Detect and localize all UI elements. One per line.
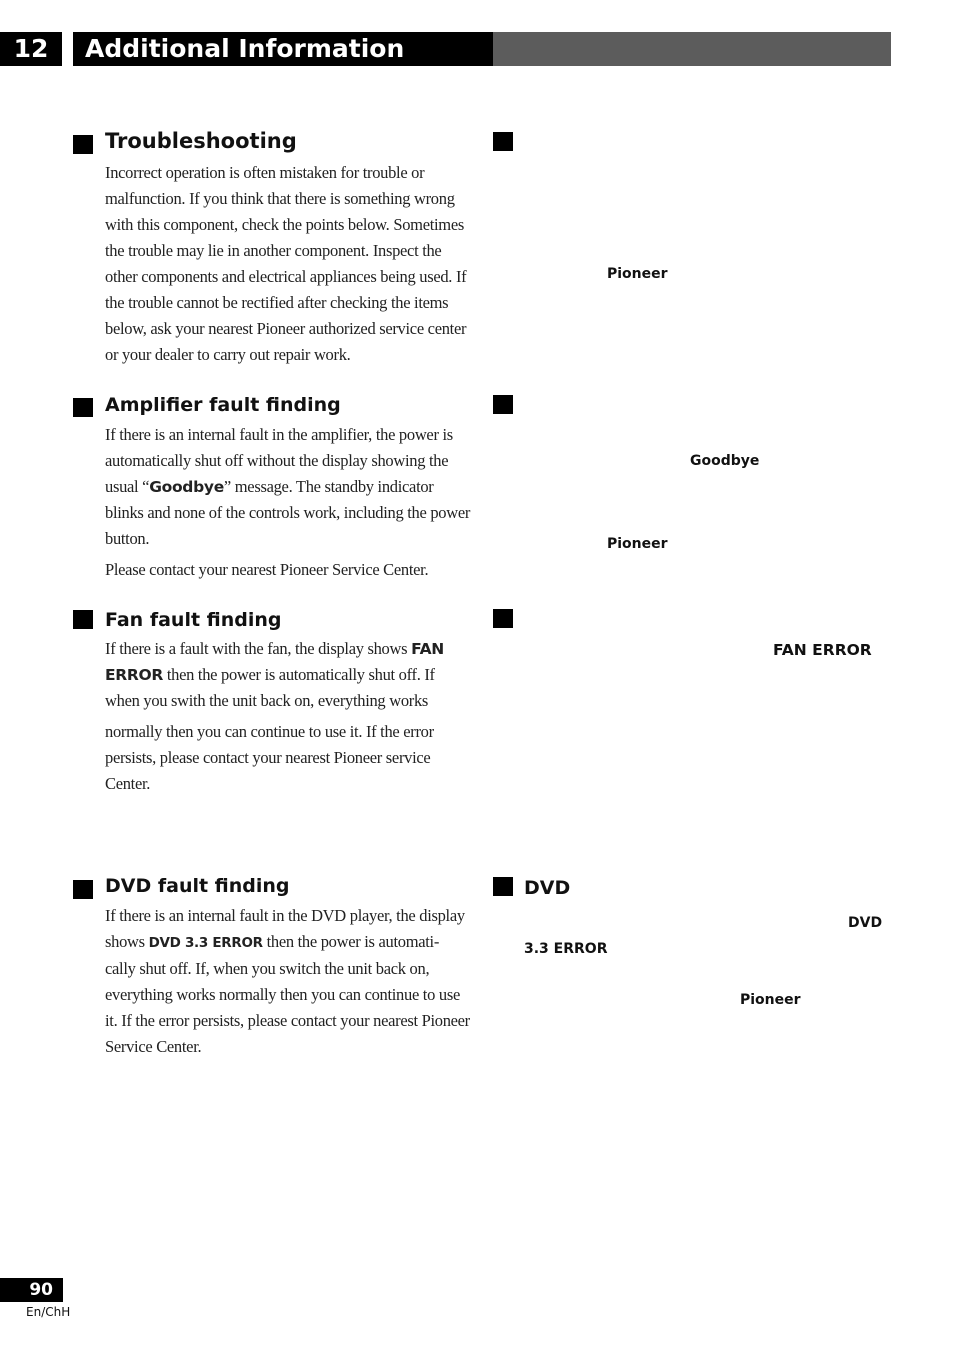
fan-body-continued: normally then you can continue to use it. If the error persists, please contact your nearest Pioneer service Center. (105, 722, 434, 793)
dvd-body: If there is an internal fault in the DVD player, the display shows DVD 3.3 ERROR then the power is automati- cally shut off. If, when you switch the unit back on, everything works normally then you can continue to use it. If the error persists, please contact your nearest Pioneer Service Center. (105, 906, 470, 1056)
section-marker-icon (73, 398, 93, 417)
amplifier-body: If there is an internal fault in the amplifier, the power is automatically shut off without the display showing the usual “Goodbye” message. The standby indicator blinks and none of the controls work, including the power button. (105, 425, 471, 548)
pioneer-keyword: Pioneer (740, 992, 801, 1008)
section-marker-icon (493, 877, 513, 896)
dvd-heading-right: DVD (524, 877, 571, 899)
fan-heading: Fan fault finding (105, 609, 282, 631)
amplifier-body-contact: Please contact your nearest Pioneer Service Center. (105, 560, 429, 579)
goodbye-keyword: Goodbye (149, 478, 224, 496)
dvd-heading: DVD fault finding (105, 875, 290, 897)
dvd-keyword: DVD (848, 915, 883, 931)
fan-error-keyword: FAN ERROR (105, 640, 444, 684)
amplifier-heading: Amplifier fault finding (105, 394, 341, 416)
troubleshooting-body: Incorrect operation is often mistaken for trouble or malfunction. If you think that there is something wrong with this component, check the points below. Sometimes the trouble may lie in another component. Inspect the other components and electrical appliances being used. If the trouble cannot be rectified after checking the items below, ask your nearest Pioneer authorized service center or your dealer to carry out repair work. (105, 163, 467, 364)
page-number: 90 (0, 1278, 63, 1302)
dvd-error-keyword: DVD 3.3 ERROR (148, 935, 263, 951)
pioneer-keyword: Pioneer (607, 536, 668, 552)
pioneer-keyword: Pioneer (607, 266, 668, 282)
section-marker-icon (73, 135, 93, 154)
section-marker-icon (493, 609, 513, 628)
page-language-code: En/ChH (26, 1305, 71, 1319)
section-marker-icon (493, 395, 513, 414)
goodbye-keyword: Goodbye (690, 453, 760, 469)
troubleshooting-heading: Troubleshooting (105, 129, 297, 153)
fan-body: If there is a fault with the fan, the display shows FAN ERROR then the power is automatically shut off. If when you swith the unit back on, everything works (105, 639, 444, 710)
section-marker-icon (493, 132, 513, 151)
section-marker-icon (73, 880, 93, 899)
error-keyword: 3.3 ERROR (524, 941, 608, 957)
fan-error-keyword: FAN ERROR (773, 641, 872, 659)
chapter-header-bar (493, 32, 891, 66)
chapter-number: 12 (0, 32, 62, 66)
section-marker-icon (73, 610, 93, 629)
chapter-title: Additional Information (73, 32, 493, 66)
